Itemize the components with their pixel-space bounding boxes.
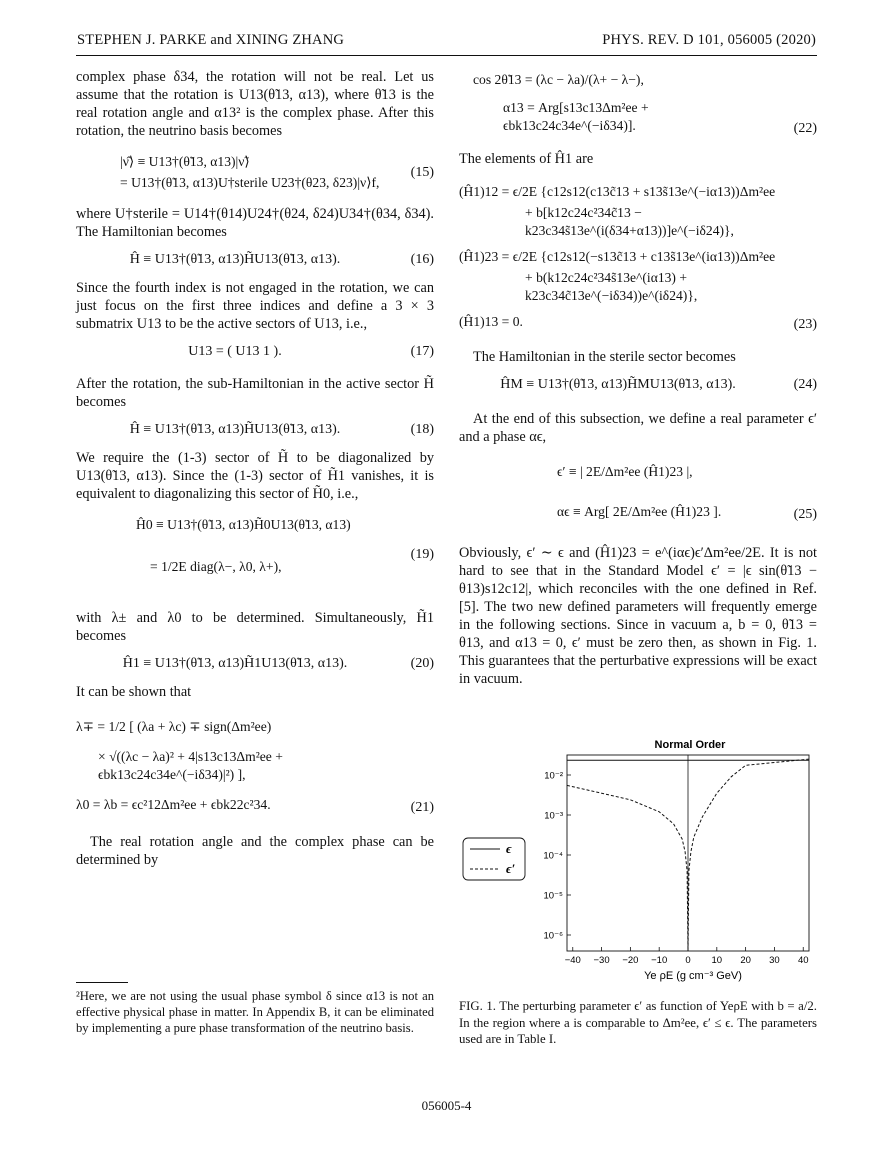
equation-15 (76, 150, 434, 195)
legend-label: ϵ′ (506, 861, 516, 876)
equation-number: (22) (793, 121, 817, 136)
equation-21 (76, 715, 434, 817)
equation-line: (Ĥ1)12 = ϵ/2E {c12s12(c13c̃13 + s13s̃13e^(−iα13))Δm²ee (459, 184, 776, 199)
x-tick-label: 10 (711, 955, 723, 966)
equation-line: λ0 = λb = ϵc²12Δm²ee + ϵbk22c²34. (76, 797, 271, 812)
equation-line: Ĥ1 ≡ U13†(θ̃13, α13)H̃1U13(θ̃13, α13). (122, 656, 348, 671)
equation-line: Ĥ ≡ U13†(θ̃13, α13)H̃U13(θ̃13, α13). (129, 252, 341, 267)
equation-line: = U13†(θ̃13, α13)U†sterile U23†(θ23, δ23)|ν⟩f, (120, 175, 380, 190)
running-header-journal: PHYS. REV. D 101, 056005 (2020) (602, 32, 816, 48)
paragraph: where U†sterile = U14†(θ14)U24†(θ24, δ24)U34†(θ34, δ34). The Hamiltonian becomes (76, 206, 434, 240)
equation-line: + b(k12c24c²34s̃13e^(iα13) + k23c34c̃13e^(−iδ34))e^(iδ24)}, (525, 270, 698, 303)
equation-20 (76, 655, 434, 673)
paragraph: At the end of this subsection, we define a real parameter ϵ′ and a phase αϵ, (459, 411, 817, 445)
equation-22 (459, 68, 817, 138)
equation-19 (76, 513, 434, 597)
equation-line: U13 = ( U13 1 ). (188, 344, 282, 359)
equation-line: Ĥ ≡ U13†(θ̃13, α13)H̃U13(θ̃13, α13). (129, 422, 341, 437)
y-tick-label: 10⁻³ (544, 810, 563, 822)
equation-number: (25) (793, 507, 817, 522)
x-tick-label: 30 (769, 955, 780, 966)
y-tick-label: 10⁻⁶ (543, 930, 563, 942)
page-number: 056005-4 (421, 1098, 472, 1113)
equation-number: (15) (410, 164, 434, 180)
right-column (459, 68, 817, 698)
paragraph: The real rotation angle and the complex phase can be determined by (76, 834, 434, 868)
figure-caption: FIG. 1. The perturbing parameter ϵ′ as function of YeρE with b = a/2. In the region where a is comparable to Δm²ee, ϵ′ ≤ ϵ. The parameters used are in Table I. (459, 999, 817, 1046)
x-tick-label: −10 (651, 955, 668, 966)
x-tick-label: −20 (622, 955, 639, 966)
paragraph: After the rotation, the sub-Hamiltonian in the active sector H̃ becomes (76, 376, 434, 410)
equation-number: (21) (410, 800, 434, 815)
x-tick-label: −30 (593, 955, 610, 966)
x-tick-label: 40 (797, 955, 809, 966)
equation-line: × √((λc − λa)² + 4|s13c13Δm²ee + ϵbk13c24c34e^(−iδ34)|²) ], (98, 749, 283, 782)
legend-label: ϵ (506, 841, 512, 856)
paragraph: with λ± and λ0 to be determined. Simultaneously, H̃1 becomes (76, 610, 434, 644)
equation-16 (76, 251, 434, 269)
left-column (76, 68, 434, 879)
equation-line: α13 = Arg[s13c13Δm²ee + ϵbk13c24c34e^(−iδ34)]. (503, 100, 649, 133)
y-tick-label: 10⁻² (544, 770, 563, 782)
equation-line: Ĥ0 ≡ U13†(θ̃13, α13)H̃0U13(θ̃13, α13) (136, 517, 351, 532)
legend-box (463, 838, 525, 880)
paragraph: It can be shown that (76, 684, 192, 700)
footnote-rule (76, 982, 128, 983)
equation-number: (18) (410, 422, 434, 437)
x-axis-label: Ye ρE (g cm⁻³ GeV) (644, 970, 742, 982)
equation-number: (17) (410, 344, 434, 359)
equation-line: ϵ′ ≡ | 2E/Δm²ee (Ĥ1)23 |, (557, 464, 693, 479)
equation-line: = 1/2E diag(λ−, λ0, λ+), (150, 559, 282, 574)
equation-line: + b[k12c24c²34c̃13 − k23c34s̃13e^(i(δ34+α13))]e^(−iδ24)}, (525, 205, 734, 238)
x-tick-label: 0 (685, 955, 691, 966)
paragraph: Since the fourth index is not engaged in the rotation, we can just focus on the first three indices and define a 3 × 3 submatrix U13 to be the active sectors of U13, i.e., (76, 280, 434, 332)
equation-line: cos 2θ̃13 = (λc − λa)/(λ+ − λ−), (473, 72, 644, 87)
equation-24 (459, 376, 817, 394)
equation-number: (23) (793, 317, 817, 332)
equation-number: (20) (410, 656, 434, 671)
paragraph: We require the (1-3) sector of H̃ to be diagonalized by U13(θ̃13, α13). Since the (1-3) sector of H̃1 vanishes, it is equivalent to diagonalizing this sector of H̃0, i.e., (76, 450, 434, 502)
figure-1-chart (459, 735, 819, 983)
chart-title: Normal Order (654, 739, 726, 751)
equation-18 (76, 421, 434, 439)
paragraph: Obviously, ϵ′ ∼ ϵ and (Ĥ1)23 = e^(iαϵ)ϵ′Δm²ee/2E. It is not hard to see that in the Standard Model ϵ′ = |ϵ sin(θ̃13 − θ13)s12c12|, which reconciles with the one defined in Ref. [5]. The two new defined parameters will frequently emerge in the following sections. Since in vacuum a, b = 0, θ̃13 = θ13, and α13 = 0, ϵ′ must be zero then, as shown in Fig. 1. This guarantees that the perturbative expressions will be exact in vacuum. (459, 545, 817, 687)
equation-17 (76, 343, 434, 361)
equation-25 (459, 460, 817, 524)
equation-line: αϵ ≡ Arg[ 2E/Δm²ee (Ĥ1)23 ]. (557, 504, 722, 519)
axis-ticks (543, 755, 808, 966)
equation-line: |ν̂⟩ ≡ U13†(θ̃13, α13)|ν̃⟩ (120, 154, 250, 169)
legend (463, 838, 525, 880)
header-rule (76, 55, 817, 56)
equation-line: λ∓ = 1/2 [ (λa + λc) ∓ sign(Δm²ee) (76, 719, 272, 734)
running-header-authors: STEPHEN J. PARKE and XINING ZHANG (77, 32, 345, 48)
equation-line: (Ĥ1)13 = 0. (459, 314, 523, 329)
x-tick-label: −40 (564, 955, 581, 966)
paragraph: The elements of Ĥ1 are (459, 151, 594, 167)
paragraph: The Hamiltonian in the sterile sector becomes (473, 349, 736, 365)
equation-line: (Ĥ1)23 = ϵ/2E {c12s12(−s13c̃13 + c13s̃13e^(iα13))Δm²ee (459, 249, 776, 264)
equation-number: (24) (793, 377, 817, 392)
footnote: ²Here, we are not using the usual phase symbol δ since α13 is not an effective physical phase in matter. In Appendix B, it can be eliminated by implementing a pure phase transformation of the neutrino basis. (76, 989, 434, 1035)
equation-number: (19) (410, 547, 434, 562)
equation-23 (459, 180, 817, 334)
x-tick-label: 20 (740, 955, 751, 966)
equation-number: (16) (410, 252, 434, 267)
y-tick-label: 10⁻⁵ (543, 890, 563, 902)
equation-line: ĤM ≡ U13†(θ̃13, α13)H̃MU13(θ̃13, α13). (500, 377, 736, 392)
paragraph: complex phase δ34, the rotation will not be real. Let us assume that the rotation is U13(θ̃13, α13), where θ̃13 is the real rotation angle and α13² is the complex phase. After this rotation, the neutrino basis becomes (76, 69, 434, 139)
y-tick-label: 10⁻⁴ (543, 850, 563, 862)
